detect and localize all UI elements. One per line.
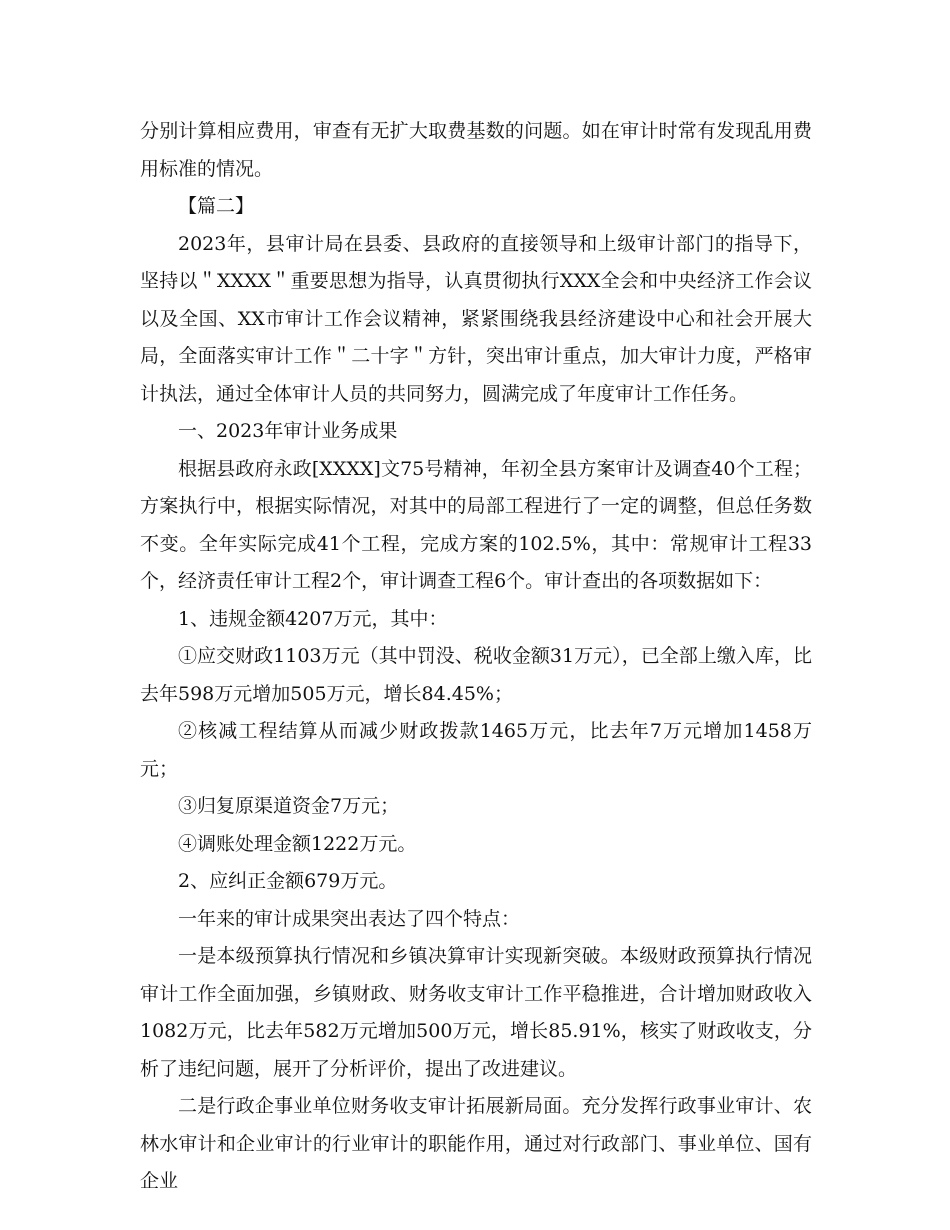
section-heading-part-two: 【篇二】: [178, 195, 255, 217]
paragraph-features-intro: 一年来的审计成果突出表达了四个特点：: [178, 907, 521, 930]
paragraph-feature-one: 一是本级预算执行情况和乡镇决算审计实现新突破。本级财政预算执行情况审计工作全面加强，乡镇财政、财务收支审计工作平稳推进，合计增加财政收入1082万元，比去年582万元增加500万元，增长85.91%，核实了财政收支，分析了违纪问题，展开了分析评价，提出了改进建议。: [140, 945, 812, 1080]
section-heading-results: 一、2023年审计业务成果: [178, 420, 398, 442]
list-item-funds-returned: ③归复原渠道资金7万元；: [178, 795, 400, 817]
list-item-correction-amount: 2、应纠正金额679万元。: [178, 870, 398, 892]
paragraph-continuation: 分别计算相应费用，审查有无扩大取费基数的问题。如在审计时常有发现乱用费用标准的情况。: [140, 120, 812, 180]
list-item-account-adjustment: ④调账处理金额1222万元。: [178, 832, 417, 855]
paragraph-feature-two: 二是行政企事业单位财务收支审计拓展新局面。充分发挥行政事业审计、农林水审计和企业审计的行业审计的职能作用，通过对行政部门、事业单位、国有企业: [140, 1095, 812, 1192]
list-item-settlement-reduction: ②核减工程结算从而减少财政拨款1465万元，比去年7万元增加1458万元；: [140, 720, 812, 780]
paragraph-project-summary: 根据县政府永政[XXXX]文75号精神，年初全县方案审计及调查40个工程；方案执行中，根据实际情况，对其中的局部工程进行了一定的调整，但总任务数不变。全年实际完成41个工程，完成方案的102.5%，其中：常规审计工程33个，经济责任审计工程2个，审计调查工程6个。审计查出的各项数据如下：: [140, 457, 812, 592]
paragraph-intro: 2023年，县审计局在县委、县政府的直接领导和上级审计部门的指导下，坚持以＂XXXX＂重要思想为指导，认真贯彻执行XXX全会和中央经济工作会议以及全国、XX市审计工作会议精神，紧紧围绕我县经济建设中心和社会开展大局，全面落实审计工作＂二十字＂方针，突出审计重点，加大审计力度，严格审计执法，通过全体审计人员的共同努力，圆满完成了年度审计工作任务。: [140, 232, 812, 405]
list-item-finance-payable: ①应交财政1103万元（其中罚没、税收金额31万元），已全部上缴入库，比去年598万元增加505万元，增长84.45%；: [140, 645, 812, 705]
list-item-violation-amount: 1、违规金额4207万元，其中：: [178, 607, 448, 630]
document-page: [140, 113, 812, 1201]
